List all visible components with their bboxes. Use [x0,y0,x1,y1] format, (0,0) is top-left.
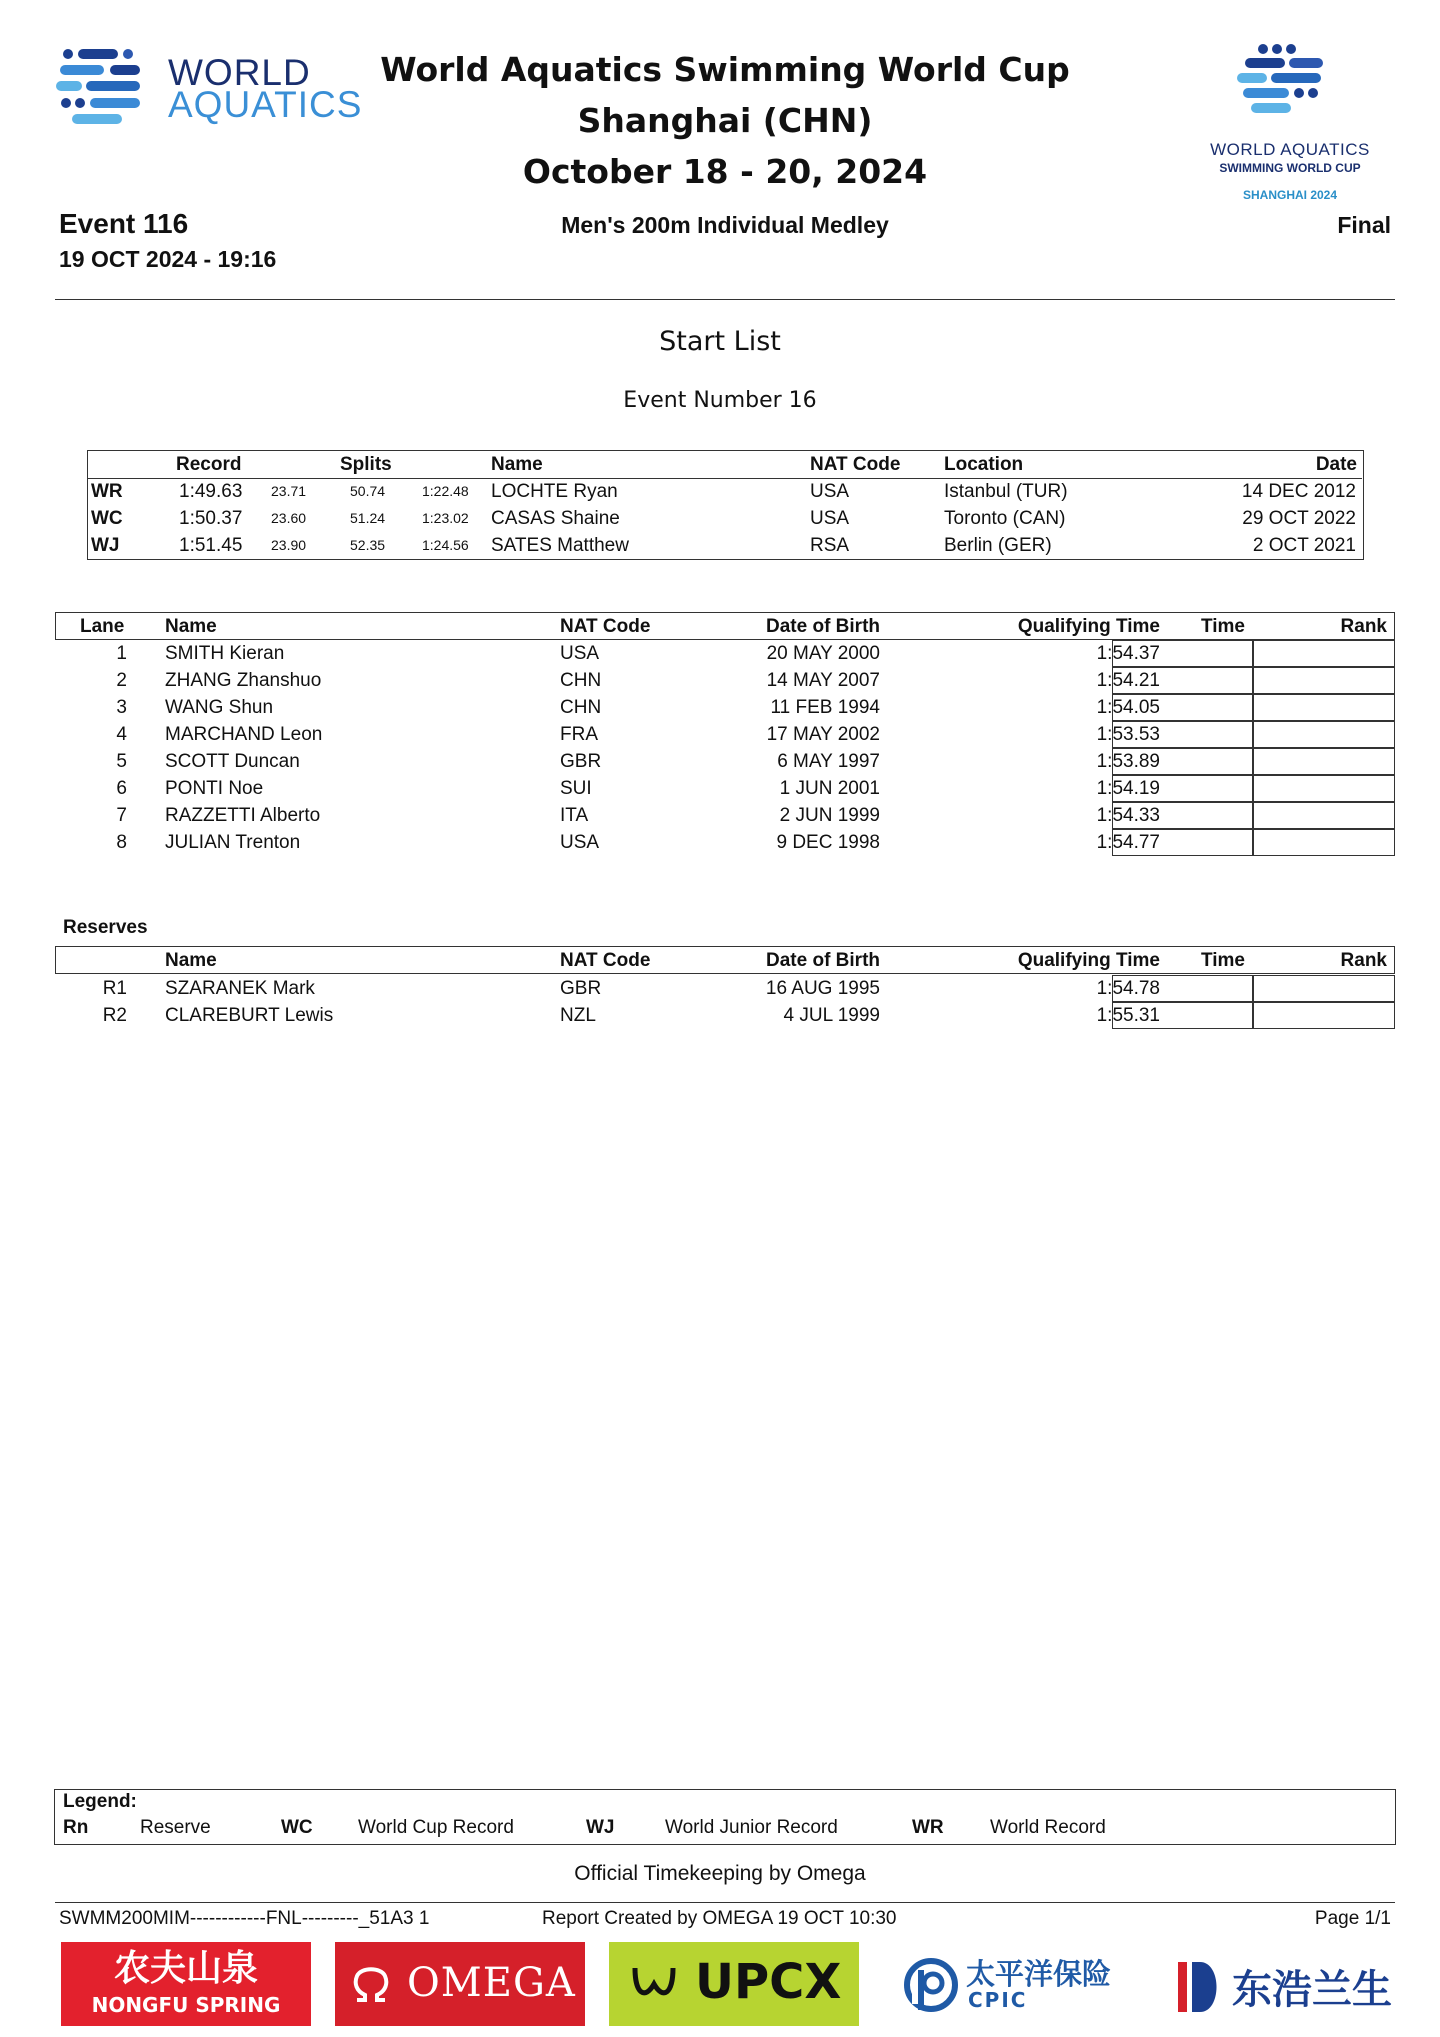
qualifying-time: 1:54.19 [1096,778,1160,799]
athlete-name: SCOTT Duncan [165,751,300,772]
page-number: Page 1/1 [1314,1908,1391,1929]
table-row [55,721,1395,748]
athlete-nat: ITA [560,805,589,826]
athlete-name: SZARANEK Mark [165,978,315,999]
sponsor-cpic [900,1942,1120,2026]
header-nat: NAT Code [560,616,651,637]
record-split-2: 52.35 [350,537,386,553]
table-row [55,748,1395,775]
event-datetime: 19 OCT 2024 - 19:16 [59,246,277,272]
record-row [88,505,1362,532]
qualifying-time: 1:53.89 [1096,751,1160,772]
athlete-dob: 1 JUN 2001 [779,778,880,799]
table-row [55,640,1395,667]
record-location: Toronto (CAN) [944,508,1066,529]
lane-number: 4 [116,724,127,745]
record-name: SATES Matthew [491,535,629,556]
records-table [87,450,1364,560]
record-name: CASAS Shaine [491,508,620,529]
lane-number: 7 [116,805,127,826]
lane-number: 3 [116,697,127,718]
record-date: 14 DEC 2012 [1241,481,1356,502]
lane-number: 8 [116,832,127,853]
record-time: 1:51.45 [179,535,243,556]
table-row [55,975,1395,1002]
rank-box [1252,640,1395,667]
time-box [1112,829,1254,856]
record-split-1: 23.71 [271,483,307,499]
legend-box [54,1789,1396,1845]
meet-title [380,44,1070,197]
qualifying-time: 1:53.53 [1096,724,1160,745]
athlete-nat: CHN [560,670,602,691]
record-split-2: 50.74 [350,483,386,499]
lane-number: 5 [116,751,127,772]
logo-word-aquatics: AQUATICS [168,84,363,125]
upcx-symbol-icon [631,1964,677,2004]
table-row [55,802,1395,829]
record-nat: RSA [810,535,850,556]
rank-box [1252,667,1395,694]
athlete-nat: GBR [560,978,602,999]
time-box [1112,694,1254,721]
athlete-name: ZHANG Zhanshuo [165,670,322,691]
rank-box [1252,802,1395,829]
rank-box [1252,721,1395,748]
report-created: Report Created by OMEGA 19 OCT 10:30 [542,1908,897,1929]
time-box [1112,667,1254,694]
record-type: WC [91,508,123,529]
qualifying-time: 1:54.05 [1096,697,1160,718]
reserves-header-name: Name [165,950,217,971]
sponsor-donghao-lansheng [1170,1942,1392,2026]
records-header-name: Name [491,454,543,475]
time-box [1112,802,1254,829]
header-time: Time [1201,616,1246,637]
event-number: Event 116 [59,208,189,239]
legend-code: WJ [586,1817,615,1838]
record-split-3: 1:24.56 [422,537,469,553]
cpic-cn-text: 太平洋保险 [966,1957,1112,1991]
athlete-nat: SUI [560,778,592,799]
report-code: SWMM200MIM------------FNL---------_51A3 1 [59,1908,430,1929]
lane-number: 1 [116,643,127,664]
record-split-3: 1:23.02 [422,510,469,526]
record-type: WR [91,481,123,502]
table-row [55,1002,1395,1029]
record-time: 1:49.63 [179,481,243,502]
record-split-3: 1:22.48 [422,483,469,499]
reserve-label: R1 [102,978,127,999]
legend-code: WC [281,1817,313,1838]
cpic-symbol-icon [904,1956,958,2014]
rank-box [1252,829,1395,856]
logo-right-line2: SWIMMING WORLD CUP [1219,161,1361,175]
time-box [1112,775,1254,802]
rank-box [1252,1002,1395,1029]
sponsor-upcx [609,1942,859,2026]
time-box [1112,748,1254,775]
header-lane: Lane [80,616,125,637]
athlete-name: RAZZETTI Alberto [165,805,321,826]
meet-title-line2: Shanghai (CHN) [577,101,873,140]
time-box [1112,721,1254,748]
athlete-nat: USA [560,643,600,664]
athlete-dob: 11 FEB 1994 [770,697,880,718]
record-date: 2 OCT 2021 [1252,535,1356,556]
legend-code: WR [912,1817,944,1838]
athlete-dob: 16 AUG 1995 [765,978,880,999]
athlete-name: JULIAN Trenton [165,832,301,853]
lane-number: 2 [116,670,127,691]
athlete-dob: 4 JUL 1999 [783,1005,880,1026]
event-round: Final [1337,212,1391,238]
record-nat: USA [810,481,850,502]
record-time: 1:50.37 [179,508,243,529]
athlete-name: PONTI Noe [165,778,264,799]
donghao-cn-text: 东浩兰生 [1232,1967,1392,2013]
header-qualifying-time: Qualifying Time [1017,616,1160,637]
document-title: Start List [659,326,781,357]
reserves-title: Reserves [63,917,148,938]
legend-text: World Cup Record [358,1817,514,1838]
nongfu-cn-text: 农夫山泉 [113,1948,258,1989]
record-date: 29 OCT 2022 [1242,508,1356,529]
athlete-nat: FRA [560,724,598,745]
logo-word-world: WORLD [168,52,311,93]
athlete-nat: USA [560,832,600,853]
athlete-name: MARCHAND Leon [165,724,323,745]
records-header-record: Record [176,454,242,475]
meet-title-line1: World Aquatics Swimming World Cup [380,50,1070,89]
qualifying-time: 1:54.21 [1096,670,1160,691]
world-cup-emblem-icon [1237,42,1333,114]
reserves-header-rank: Rank [1340,950,1387,971]
timekeeping-note: Official Timekeeping by Omega [574,1862,866,1885]
athlete-dob: 6 MAY 1997 [777,751,880,772]
world-aquatics-logo [56,44,396,134]
record-split-1: 23.60 [271,510,307,526]
table-row [55,829,1395,856]
record-location: Berlin (GER) [944,535,1052,556]
athlete-nat: GBR [560,751,602,772]
legend-title: Legend: [63,1791,137,1812]
world-aquatics-emblem-icon [56,46,148,126]
donghao-symbol-icon [1178,1958,1224,2016]
time-box [1112,975,1254,1002]
rank-box [1252,975,1395,1002]
record-type: WJ [91,535,120,556]
qualifying-time: 1:54.33 [1096,805,1160,826]
athlete-name: WANG Shun [165,697,274,718]
records-header-nat: NAT Code [810,454,901,475]
logo-right-line1: WORLD AQUATICS [1210,140,1370,159]
cpic-en-text: CPIC [968,1988,1028,2012]
logo-right-line3: SHANGHAI 2024 [1242,188,1338,202]
athlete-nat: CHN [560,697,602,718]
rank-box [1252,775,1395,802]
sponsor-nongfu-spring [61,1942,311,2026]
legend-text: World Record [990,1817,1106,1838]
reserves-header-time: Time [1201,950,1246,971]
start-list-table [55,612,1395,858]
athlete-dob: 14 MAY 2007 [766,670,880,691]
event-name: Men's 200m Individual Medley [561,212,889,238]
header-name: Name [165,616,217,637]
athlete-dob: 20 MAY 2000 [766,643,880,664]
omega-symbol-icon [349,1962,393,2006]
athlete-nat: NZL [560,1005,596,1026]
records-header-splits: Splits [340,454,392,475]
records-header-date: Date [1315,454,1357,475]
header-rank: Rank [1340,616,1387,637]
start-list-header [55,612,1395,640]
qualifying-time: 1:54.37 [1096,643,1160,664]
table-row [55,667,1395,694]
rank-box [1252,694,1395,721]
athlete-dob: 2 JUN 1999 [779,805,880,826]
athlete-name: CLAREBURT Lewis [165,1005,334,1026]
reserves-table [55,946,1395,1032]
header-dob: Date of Birth [766,616,880,637]
legend-text: Reserve [140,1817,211,1838]
swimming-world-cup-logo [1180,42,1400,202]
record-row [88,532,1362,559]
record-name: LOCHTE Ryan [491,481,618,502]
legend-code: Rn [63,1817,89,1838]
record-split-2: 51.24 [350,510,386,526]
header-divider [55,299,1395,300]
upcx-wordmark: UPCX [695,1954,842,2010]
qualifying-time: 1:55.31 [1096,1005,1160,1026]
lane-number: 6 [116,778,127,799]
reserves-header [55,946,1395,974]
table-row [55,775,1395,802]
sponsor-omega [335,1942,585,2026]
table-row [55,694,1395,721]
nongfu-en-text: NONGFU SPRING [91,1993,281,2017]
reserve-label: R2 [102,1005,127,1026]
record-row [88,478,1362,505]
qualifying-time: 1:54.77 [1096,832,1160,853]
athlete-name: SMITH Kieran [165,643,285,664]
record-nat: USA [810,508,850,529]
record-location: Istanbul (TUR) [944,481,1068,502]
reserves-header-nat: NAT Code [560,950,651,971]
event-number-line: Event Number 16 [623,388,817,413]
meet-title-line3: October 18 - 20, 2024 [522,152,928,191]
qualifying-time: 1:54.78 [1096,978,1160,999]
rank-box [1252,748,1395,775]
reserves-header-dob: Date of Birth [766,950,880,971]
athlete-dob: 17 MAY 2002 [766,724,880,745]
omega-wordmark: OMEGA [407,1960,576,2006]
time-box [1112,1002,1254,1029]
time-box [1112,640,1254,667]
records-header-location: Location [944,454,1024,475]
record-split-1: 23.90 [271,537,307,553]
footer-divider [55,1902,1395,1903]
reserves-header-qualifying-time: Qualifying Time [1017,950,1160,971]
athlete-dob: 9 DEC 1998 [776,832,880,853]
legend-text: World Junior Record [665,1817,838,1838]
